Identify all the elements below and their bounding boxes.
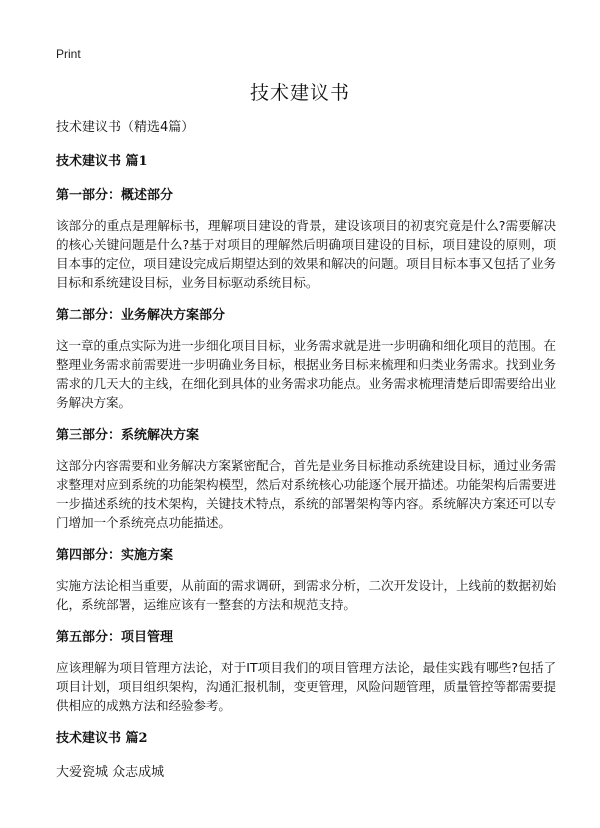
section-5-heading: 第五部分：项目管理 [56, 630, 174, 645]
section-1-heading: 第一部分：概述部分 [56, 188, 174, 203]
section-2-body: 这一章的重点实际为进一步细化项目目标，业务需求就是进一步明确和细化项目的范围。在整理业务需求前需要进一步明确业务目标，根据业务目标来梳理和归类业务需求。找到业务需求的几天大的主线，在细化到具体的业务需求功能点。业务需求梳理清楚后即需要给出业务解决方案。 [56, 338, 556, 410]
section-3-heading: 第三部分：系统解决方案 [56, 428, 200, 443]
section-4-heading: 第四部分：实施方案 [56, 548, 174, 563]
page-title: 技术建议书 [249, 82, 350, 104]
article-2-body: 大爱瓷城 众志成城 [56, 765, 165, 780]
document-subtitle: 技术建议书（精选4篇） [56, 120, 195, 135]
print-label: Print [56, 47, 81, 61]
section-3-body: 这部分内容需要和业务解决方案紧密配合，首先是业务目标推动系统建设目标，通过业务需求整理对应到系统的功能架构模型，然后对系统核心功能逐个展开描述。功能架构后需要进一步描述系统的技术架构，关键技术特点，系统的部署架构等内容。系统解决方案还可以专门增加一个系统亮点功能描述。 [56, 458, 556, 530]
section-2-heading: 第二部分：业务解决方案部分 [56, 308, 226, 323]
section-4-body: 实施方法论相当重要，从前面的需求调研，到需求分析，二次开发设计，上线前的数据初始化，系统部署，运维应该有一整套的方法和规范支持。 [56, 578, 556, 612]
document-body [56, 118, 556, 783]
article-2-heading: 技术建议书 篇2 [56, 731, 148, 746]
section-1-body: 该部分的重点是理解标书，理解项目建设的背景，建设该项目的初衷究竟是什么?需要解决的核心关键问题是什么?基于对项目的理解然后明确项目建设的目标，项目建设的原则，项目本事的定位，项目建设完成后期望达到的效果和解决的问题。项目目标本事又包括了业务目标和系统建设目标，业务目标驱动系统目标。 [56, 218, 556, 290]
section-5-body: 应该理解为项目管理方法论，对于IT项目我们的项目管理方法论，最佳实践有哪些?包括了项目计划，项目组织架构，沟通汇报机制，变更管理，风险问题管理，质量管控等都需要提供相应的成熟方法和经验参考。 [56, 660, 556, 713]
article-1-heading: 技术建议书 篇1 [56, 154, 148, 169]
